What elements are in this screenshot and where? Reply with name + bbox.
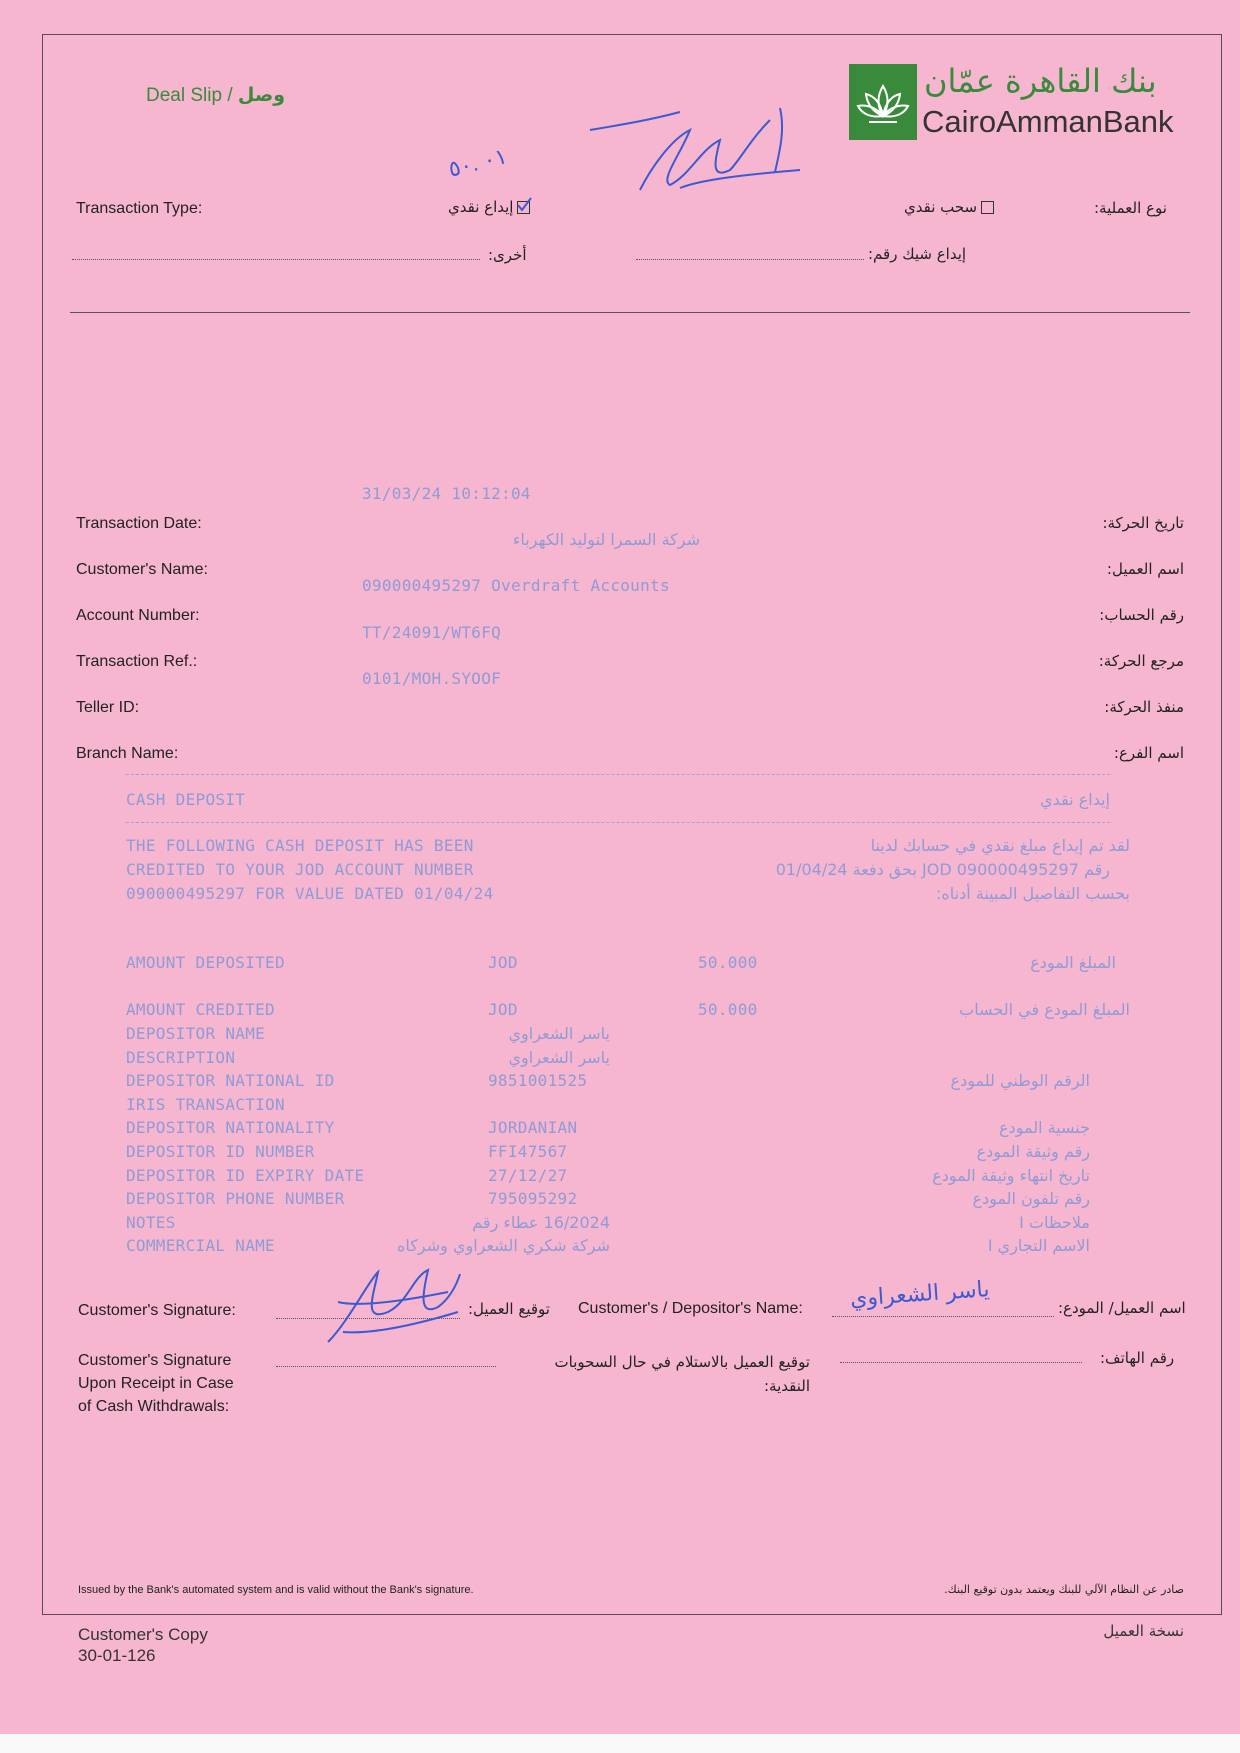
slip-title-ar: وصل — [237, 84, 286, 106]
detail-label-ar: رقم تلفون المودع — [972, 1189, 1090, 1208]
label-branch-name-ar: اسم الفرع: — [1113, 744, 1184, 762]
cash-deposit-option[interactable] — [448, 198, 534, 216]
amount-credited-value: 50.000 — [698, 1000, 758, 1019]
receipt-signature-label-ar — [500, 1350, 810, 1398]
label-teller-id: Teller ID: — [76, 699, 140, 716]
detail-label-en: DEPOSITOR PHONE NUMBER — [126, 1189, 345, 1208]
footer-notice-en: Issued by the Bank's automated system and is valid without the Bank's signature. — [78, 1584, 474, 1596]
customer-copy-label: Customer's Copy — [78, 1625, 208, 1644]
label-account-number-ar: رقم الحساب: — [1099, 606, 1184, 624]
customer-copy-block — [78, 1624, 208, 1666]
customer-signature-label: Customer's Signature: — [78, 1302, 236, 1319]
printout-para-ar-3: بحسب التفاصيل المبينة أدناه: — [936, 884, 1130, 903]
customer-copy-label-ar: نسخة العميل — [1103, 1622, 1184, 1640]
printout-title-en: CASH DEPOSIT — [126, 790, 246, 809]
slip-title-en: Deal Slip / — [146, 85, 233, 106]
transaction-datetime-value: 31/03/24 10:12:04 — [362, 484, 531, 503]
receipt-signature-label-line-3: of Cash Withdrawals: — [78, 1398, 230, 1415]
label-customer-name-ar: اسم العميل: — [1106, 560, 1184, 578]
handwritten-number: ٠١ .٥٠ — [445, 143, 510, 182]
detail-value: ياسر الشعراوي — [508, 1048, 610, 1067]
amount-deposited-label: AMOUNT DEPOSITED — [126, 953, 285, 972]
detail-value: FFI47567 — [488, 1142, 568, 1161]
receipt-signature-label-line-2: Upon Receipt in Case — [78, 1375, 234, 1392]
detail-label-en: COMMERCIAL NAME — [126, 1236, 275, 1255]
transaction-ref-value: TT/24091/WT6FQ — [362, 623, 502, 642]
slip-title — [146, 84, 285, 107]
receipt-signature-label-line-1: Customer's Signature — [78, 1352, 232, 1369]
label-branch-name: Branch Name: — [76, 745, 179, 762]
printout-rule-top — [126, 774, 1110, 775]
detail-label-ar: الرقم الوطني للمودع — [950, 1071, 1090, 1090]
receipt-signature-label-ar-1: توقيع العميل بالاستلام في حال السحوبات — [554, 1353, 810, 1371]
printout-title-ar: إيداع نقدي — [1040, 790, 1110, 809]
detail-label-en: IRIS TRANSACTION — [126, 1095, 285, 1114]
depositor-name-line[interactable] — [832, 1316, 1054, 1317]
detail-value: 27/12/27 — [488, 1166, 568, 1185]
detail-label-ar: ملاحظات I — [1019, 1213, 1090, 1232]
bank-logo-icon — [849, 64, 917, 140]
amount-deposited-value: 50.000 — [698, 953, 758, 972]
label-teller-id-ar: منفذ الحركة: — [1104, 698, 1184, 716]
cash-withdrawal-option[interactable] — [904, 198, 998, 216]
cash-deposit-label: إيداع نقدي — [448, 198, 514, 216]
cash-withdrawal-label: سحب نقدي — [904, 198, 978, 216]
detail-label-ar: تاريخ انتهاء وثيقة المودع — [932, 1166, 1090, 1185]
receipt-signature-label — [78, 1349, 234, 1418]
account-number-value: 090000495297 Overdraft Accounts — [362, 576, 670, 595]
label-transaction-date-ar: تاريخ الحركة: — [1102, 514, 1184, 532]
amount-credited-label-ar: المبلغ المودع في الحساب — [959, 1000, 1130, 1019]
label-account-number: Account Number: — [76, 607, 200, 624]
depositor-name-handwritten: ياسر الشعراوي — [849, 1277, 991, 1312]
detail-label-ar: الاسم التجاري I — [987, 1236, 1090, 1255]
label-transaction-ref-ar: مرجع الحركة: — [1098, 652, 1184, 670]
bank-name-ar: بنك القاهرة عمّان — [924, 62, 1157, 100]
detail-label-ar: جنسية المودع — [999, 1118, 1090, 1137]
label-transaction-ref: Transaction Ref.: — [76, 653, 198, 670]
detail-label-en: DEPOSITOR ID NUMBER — [126, 1142, 315, 1161]
detail-value: 16/2024 عطاء رقم — [472, 1213, 610, 1232]
detail-label-en: DEPOSITOR NAME — [126, 1024, 266, 1043]
depositor-name-label-ar: اسم العميل/ المودع: — [1058, 1299, 1186, 1317]
footer-notice-ar: صادر عن النظام الآلي للبنك ويعتمد بدون توقيع البنك. — [944, 1583, 1184, 1596]
printout-para-en-1: THE FOLLOWING CASH DEPOSIT HAS BEEN — [126, 836, 474, 855]
detail-label-en: DEPOSITOR ID EXPIRY DATE — [126, 1166, 365, 1185]
printout-para-ar-2: رقم JOD 090000495297 بحق دفعة 01/04/24 — [775, 860, 1110, 879]
amount-deposited-currency: JOD — [488, 953, 518, 972]
phone-number-label-ar: رقم الهاتف: — [1100, 1349, 1175, 1367]
cheque-deposit-label-ar: إيداع شيك رقم: — [868, 245, 967, 263]
teller-id-value: 0101/MOH.SYOOF — [362, 669, 502, 688]
detail-value: 9851001525 — [488, 1071, 588, 1090]
customer-signature-label-ar: توقيع العميل: — [468, 1300, 550, 1318]
transaction-type-label: Transaction Type: — [76, 200, 203, 217]
header-divider — [70, 312, 1190, 313]
amount-deposited-label-ar: المبلغ المودع — [1030, 953, 1116, 972]
form-number: 30-01-126 — [78, 1646, 156, 1665]
detail-value: 795095292 — [488, 1189, 578, 1208]
label-customer-name: Customer's Name: — [76, 561, 208, 578]
bank-name-en: CairoAmmanBank — [922, 104, 1174, 139]
phone-number-line[interactable] — [840, 1362, 1082, 1363]
detail-label-en: DESCRIPTION — [126, 1048, 236, 1067]
receipt-signature-line[interactable] — [276, 1366, 496, 1367]
cash-withdrawal-checkbox[interactable] — [981, 201, 994, 214]
detail-label-en: DEPOSITOR NATIONALITY — [126, 1118, 335, 1137]
other-line[interactable] — [72, 259, 480, 260]
transaction-type-label-ar: نوع العملية: — [1094, 199, 1167, 217]
cash-deposit-checkbox[interactable] — [517, 201, 530, 214]
amount-credited-label: AMOUNT CREDITED — [126, 1000, 275, 1019]
customer-signature-scribble — [318, 1262, 468, 1352]
printout-para-en-2: CREDITED TO YOUR JOD ACCOUNT NUMBER — [126, 860, 474, 879]
detail-value: JORDANIAN — [488, 1118, 578, 1137]
detail-label-en: NOTES — [126, 1213, 176, 1232]
detail-label-en: DEPOSITOR NATIONAL ID — [126, 1071, 335, 1090]
printout-para-en-3: 090000495297 FOR VALUE DATED 01/04/24 — [126, 884, 494, 903]
depositor-name-label: Customer's / Depositor's Name: — [578, 1300, 803, 1317]
customer-name-value: شركة السمرا لتوليد الكهرباء — [512, 530, 700, 549]
detail-value: ياسر الشعراوي — [508, 1024, 610, 1043]
receipt-signature-label-ar-2: النقدية: — [764, 1377, 810, 1395]
printout-rule-bottom — [126, 822, 1110, 823]
amount-credited-currency: JOD — [488, 1000, 518, 1019]
detail-label-ar: رقم وثيقة المودع — [976, 1142, 1090, 1161]
detail-value: شركة شكري الشعراوي وشركاه — [397, 1236, 610, 1255]
other-label-ar: أخرى: — [488, 246, 527, 264]
cheque-number-line[interactable] — [636, 259, 864, 260]
label-transaction-date: Transaction Date: — [76, 515, 202, 532]
printout-para-ar-1: لقد تم إيداع مبلغ نقدي في حسابك لدينا — [870, 836, 1130, 855]
